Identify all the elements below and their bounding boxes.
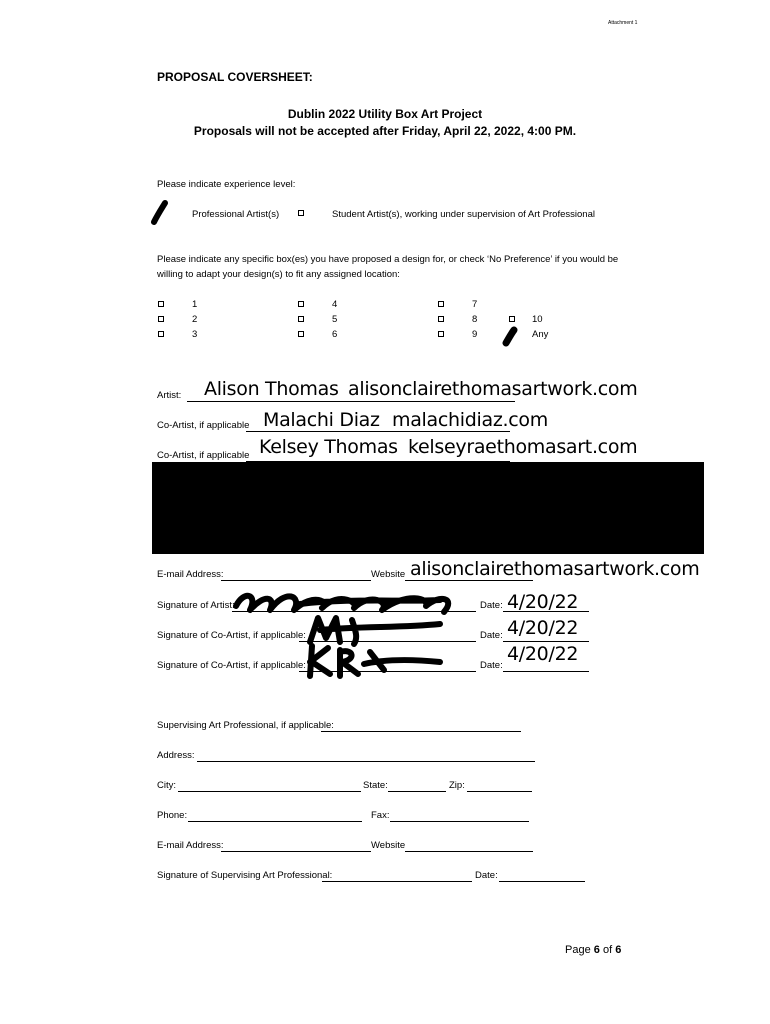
- coartist1-site[interactable]: malachidiaz.com: [392, 409, 548, 431]
- box-7-checkbox[interactable]: [438, 301, 444, 307]
- fax-line[interactable]: [390, 821, 529, 822]
- coartist1-date-value[interactable]: 4/20/22: [507, 617, 579, 639]
- zip-label: Zip:: [449, 780, 465, 791]
- any-box-label: Any: [532, 329, 549, 340]
- attachment-label: Attachment 1: [608, 20, 638, 26]
- any-checkbox-mark[interactable]: [500, 326, 520, 348]
- city-label: City:: [157, 780, 176, 791]
- form-heading: PROPOSAL COVERSHEET:: [157, 70, 313, 84]
- coartist1-name[interactable]: Malachi Diaz: [263, 409, 380, 431]
- website-label: Website: [371, 569, 406, 580]
- supervising-line[interactable]: [321, 731, 521, 732]
- box-9-checkbox[interactable]: [438, 331, 444, 337]
- supervising-email-line[interactable]: [221, 851, 371, 852]
- page-current: 6: [593, 944, 600, 956]
- coartist1-line: [246, 431, 510, 432]
- zip-line[interactable]: [467, 791, 532, 792]
- coartist2-name[interactable]: Kelsey Thomas: [259, 436, 398, 458]
- supervising-label: Supervising Art Professional, if applicable:: [157, 720, 334, 731]
- box-8-label: 8: [472, 314, 478, 325]
- state-line[interactable]: [388, 791, 446, 792]
- student-artist-label: Student Artist(s), working under supervision of Art Professional: [332, 209, 595, 220]
- box-1-checkbox[interactable]: [158, 301, 164, 307]
- page-of-word: of: [602, 944, 613, 956]
- box-5-checkbox[interactable]: [298, 316, 304, 322]
- artist-date-label: Date:: [480, 600, 503, 611]
- box-3-label: 3: [192, 329, 198, 340]
- box-9-label: 9: [472, 329, 478, 340]
- artist-signature-label: Signature of Artist:: [157, 600, 235, 611]
- page-number: [565, 944, 621, 956]
- box-4-label: 4: [332, 299, 338, 310]
- deadline-notice: Proposals will not be accepted after Friday, April 22, 2022, 4:00 PM.: [193, 124, 577, 138]
- coartist2-label: Co-Artist, if applicable: [157, 450, 250, 461]
- artist-date-value[interactable]: 4/20/22: [507, 591, 579, 613]
- experience-prompt: Please indicate experience level:: [157, 179, 296, 190]
- professional-artist-label: Professional Artist(s): [192, 209, 280, 220]
- box-10-label: 10: [532, 314, 543, 325]
- project-title: Dublin 2022 Utility Box Art Project: [287, 107, 483, 121]
- supervising-date-label: Date:: [475, 870, 498, 881]
- address-line[interactable]: [197, 761, 535, 762]
- supervising-website-label: Website: [371, 840, 406, 851]
- coartist2-date-label: Date:: [480, 660, 503, 671]
- supervising-date-line[interactable]: [499, 881, 585, 882]
- supervising-email-label: E-mail Address:: [157, 840, 224, 851]
- coartist1-date-label: Date:: [480, 630, 503, 641]
- coartist1-label: Co-Artist, if applicable: [157, 420, 250, 431]
- artist-site[interactable]: alisonclairethomasartwork.com: [348, 378, 638, 400]
- artist-label: Artist:: [157, 390, 182, 401]
- email-line: [221, 580, 371, 581]
- page-total: 6: [615, 944, 622, 956]
- coartist2-date-line: [503, 671, 589, 672]
- box-prompt-line2: willing to adapt your design(s) to fit any assigned location:: [157, 269, 400, 280]
- coartist2-site[interactable]: kelseyraethomasart.com: [408, 436, 638, 458]
- box-2-label: 2: [192, 314, 198, 325]
- coartist2-signature-label: Signature of Co-Artist, if applicable:: [157, 660, 306, 671]
- phone-line[interactable]: [188, 821, 362, 822]
- coartist1-signature-label: Signature of Co-Artist, if applicable:: [157, 630, 306, 641]
- box-4-checkbox[interactable]: [298, 301, 304, 307]
- coartist1-date-line: [503, 641, 589, 642]
- box-2-checkbox[interactable]: [158, 316, 164, 322]
- box-5-label: 5: [332, 314, 338, 325]
- state-label: State:: [363, 780, 388, 791]
- website-value[interactable]: alisonclairethomasartwork.com: [410, 558, 700, 580]
- city-line[interactable]: [178, 791, 361, 792]
- box-3-checkbox[interactable]: [158, 331, 164, 337]
- box-8-checkbox[interactable]: [438, 316, 444, 322]
- phone-label: Phone:: [157, 810, 188, 821]
- box-6-checkbox[interactable]: [298, 331, 304, 337]
- box-prompt-line1: Please indicate any specific box(es) you have proposed a design for, or check ‘No Preference’ if you would be: [157, 254, 619, 265]
- artist-line: [187, 401, 515, 402]
- supervising-website-line[interactable]: [405, 851, 533, 852]
- box-6-label: 6: [332, 329, 338, 340]
- address-label: Address:: [157, 750, 195, 761]
- box-1-label: 1: [192, 299, 198, 310]
- artist-name[interactable]: Alison Thomas: [204, 378, 339, 400]
- box-7-label: 7: [472, 299, 478, 310]
- coartist2-date-value[interactable]: 4/20/22: [507, 643, 579, 665]
- website-line: [405, 580, 533, 581]
- supervising-signature-label: Signature of Supervising Art Professional:: [157, 870, 333, 881]
- coartist2-signature[interactable]: [300, 640, 450, 680]
- student-artist-checkbox[interactable]: [298, 210, 304, 216]
- supervising-signature-line[interactable]: [322, 881, 472, 882]
- email-label: E-mail Address:: [157, 569, 224, 580]
- redaction-block: [152, 462, 704, 554]
- fax-label: Fax:: [371, 810, 390, 821]
- box-10-checkbox[interactable]: [509, 316, 515, 322]
- page-word: Page: [565, 944, 591, 956]
- professional-checkbox-mark[interactable]: [150, 200, 170, 226]
